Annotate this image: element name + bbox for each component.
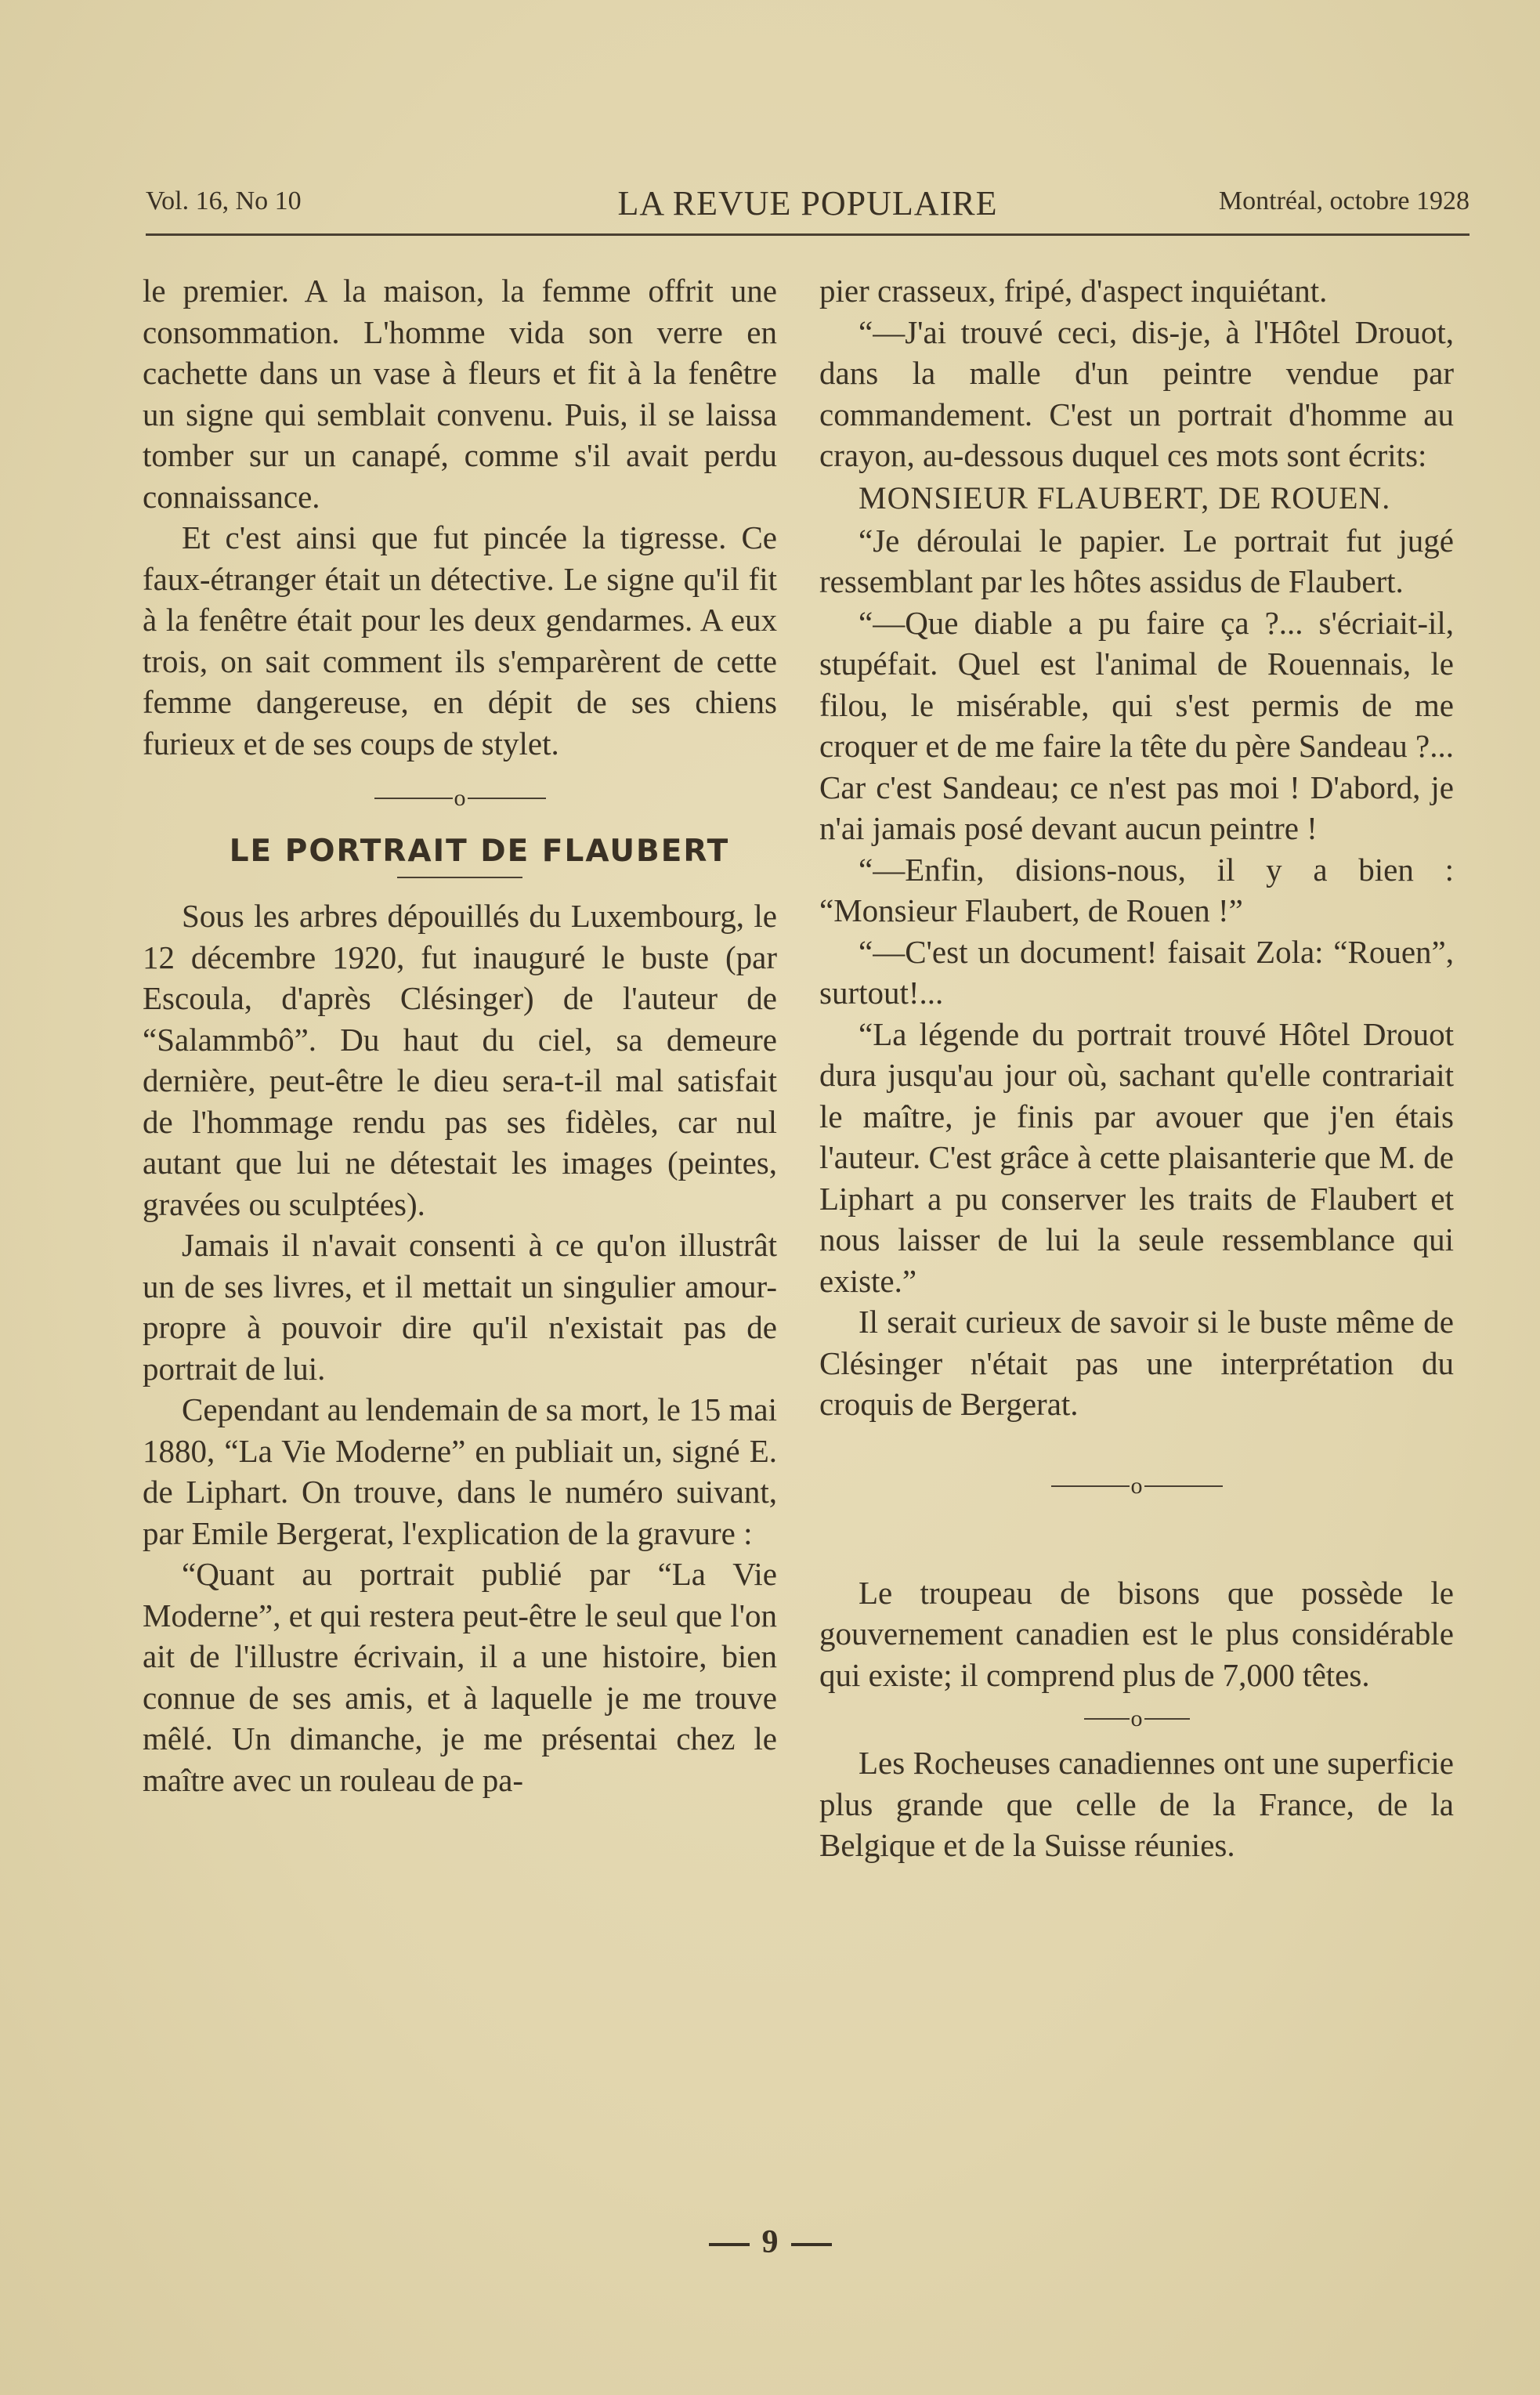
- separator: [143, 781, 777, 814]
- footer-dash: [791, 2243, 832, 2246]
- paragraph: le premier. A la maison, la femme offrit une consommation. L'homme vida son verre en cachette dans un vase à fleurs et fit à la fenêtre un signe qui semblait convenu. Puis, il se laissa tomber sur un canapé, comme s'il avait perdu connaissance.: [143, 273, 777, 515]
- paragraph: Le troupeau de bisons que possède le gouvernement canadien est le plus considérable qui existe; il comprend plus de 7,000 têtes.: [819, 1574, 1454, 1693]
- volume-number: Vol. 16, No 10: [146, 186, 302, 215]
- paragraph: Jamais il n'avait consenti à ce qu'on illustrât un de ses livres, et il mettait un singulier amour-propre à pouvoir dire qu'il n'existait pas de portrait de lui.: [143, 1227, 777, 1387]
- paragraph: “Quant au portrait publié par “La Vie Moderne”, et qui restera peut-être le seul que l'on ait de l'illustre écrivain, il a une histoire, bien connue de ses amis, et à laquelle je me trouve mêlé. Un dimanche, je me présentai chez le maître avec un rouleau de pa-: [143, 1556, 777, 1798]
- footer-dash: [709, 2243, 750, 2246]
- paragraph: “La légende du portrait trouvé Hôtel Drouot dura jusqu'au jour où, sachant qu'elle contrariait le maître, je finis par avouer que j'en étais l'auteur. C'est grâce à cette plaisanterie que M. de Liphart a pu conserver les traits de Flaubert et nous laisser de lui la seule ressemblance qui existe.”: [819, 1015, 1454, 1299]
- separator: [819, 1702, 1454, 1735]
- paragraph: Sous les arbres dépouillés du Luxembourg, le 12 décembre 1920, fut inauguré le buste (par Escoula, d'après Clésinger) de l'auteur de “Salammbô”. Du haut du ciel, sa demeure dernière, peut-être le dieu sera-t-il mal satisfait de l'hommage rendu pas ses fidèles, car nul autant que lui ne détestait les images (peintes, gravées ou sculptées).: [143, 898, 777, 1222]
- page-number: 9: [761, 2224, 779, 2260]
- paragraph: Et c'est ainsi que fut pincée la tigresse. Ce faux-étranger était un détective. Le signe qu'il fit à la fenêtre était pour les deux gendarmes. A eux trois, on sait comment ils s'emparèrent de cette femme dangereuse, en dépit de ses chiens furieux et de ses coups de stylet.: [143, 519, 777, 762]
- right-column: [819, 270, 1454, 1866]
- title-rule: [397, 877, 522, 878]
- separator: [819, 1469, 1454, 1502]
- paragraph: “—Enfin, disions-nous, il y a bien : “Monsieur Flaubert, de Rouen !”: [819, 851, 1454, 928]
- magazine-title: LA REVUE POPULAIRE: [617, 184, 998, 222]
- page-footer: [0, 2223, 1540, 2261]
- paragraph: Cependant au lendemain de sa mort, le 15 mai 1880, “La Vie Moderne” en publiait un, signé E. de Liphart. On trouve, dans le numéro suivant, par Emile Bergerat, l'explication de la gravure :: [143, 1391, 777, 1551]
- paragraph: Il serait curieux de savoir si le buste même de Clésinger n'était pas une interprétation du croquis de Bergerat.: [819, 1304, 1454, 1422]
- paragraph: Les Rocheuses canadiennes ont une superficie plus grande que celle de la France, de la Belgique et de la Suisse réunies.: [819, 1745, 1454, 1864]
- separator-mark: o: [1130, 1472, 1143, 1499]
- separator-mark: o: [454, 785, 466, 812]
- caps-caption: MONSIEUR FLAUBERT, DE ROUEN.: [859, 479, 1391, 516]
- paragraph: “—C'est un document! faisait Zola: “Rouen”, surtout!...: [819, 933, 1454, 1011]
- paragraph: “—J'ai trouvé ceci, dis-je, à l'Hôtel Drouot, dans la malle d'un peintre vendue par commandement. C'est un portrait d'homme au crayon, au-dessous duquel ces mots sont écrits:: [819, 313, 1454, 473]
- paragraph: pier crasseux, fripé, d'aspect inquiétant.: [819, 273, 1328, 309]
- paragraph: “Je déroulai le papier. Le portrait fut jugé ressemblant par les hôtes assidus de Flaubert.: [819, 522, 1454, 599]
- header-rule: [146, 233, 1470, 236]
- left-column: [143, 270, 777, 1800]
- section-title: LE PORTRAIT DE FLAUBERT: [229, 834, 730, 870]
- separator-mark: o: [1130, 1706, 1143, 1732]
- running-header: [146, 186, 1470, 233]
- issue-date: Montréal, octobre 1928: [1218, 186, 1470, 215]
- paragraph: “—Que diable a pu faire ça ?... s'écriait-il, stupéfait. Quel est l'animal de Rouennais, le filou, le misérable, qui s'est permis de me croquer et de me faire la tête du père Sandeau ?... Car c'est Sandeau; ce n'est pas moi ! D'abord, je n'ai jamais posé devant aucun peintre !: [819, 604, 1454, 846]
